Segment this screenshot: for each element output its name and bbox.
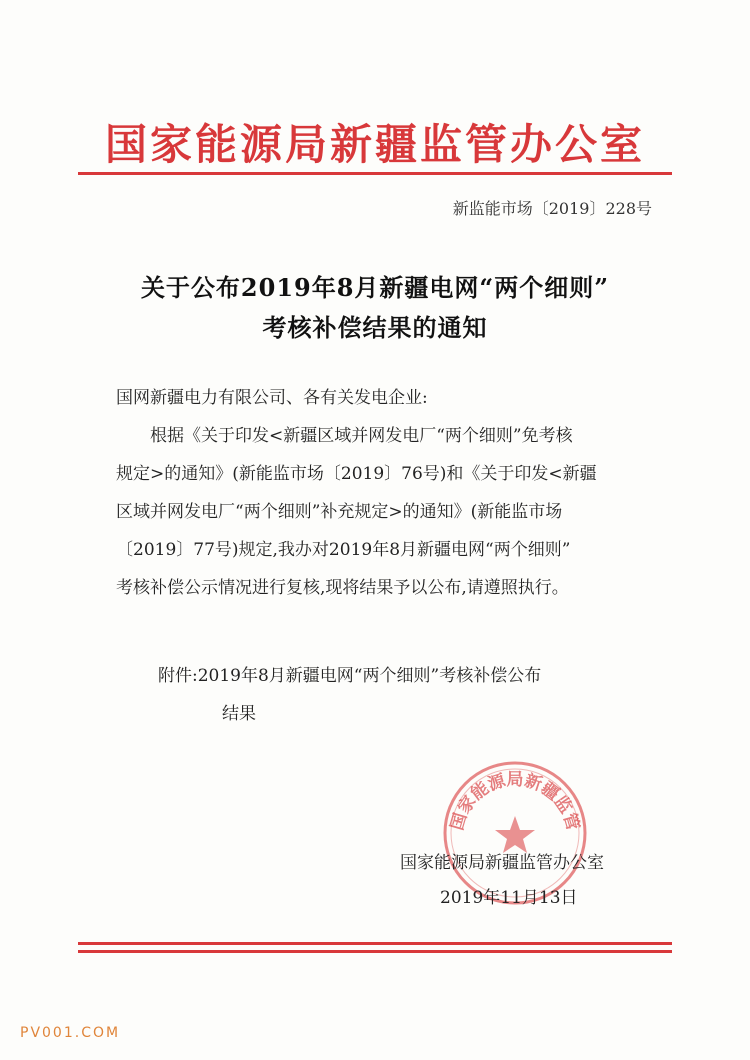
body-line-3: 区域并网发电厂“两个细则”补充规定>的通知》(新能监市场: [116, 502, 563, 522]
document-number: 新监能市场〔2019〕228号: [452, 199, 652, 218]
body-line-1: 根据《关于印发<新疆区域并网发电厂“两个细则”免考核: [150, 426, 573, 446]
body-line-5: 考核补偿公示情况进行复核,现将结果予以公布,请遵照执行。: [116, 578, 569, 598]
signature-org: 国家能源局新疆监管办公室: [400, 853, 604, 873]
site-watermark: PV001.COM: [20, 1025, 121, 1041]
attachment-line-1: 附件:2019年8月新疆电网“两个细则”考核补偿公布: [158, 666, 542, 686]
attachment-line-2: 结果: [222, 704, 256, 724]
footer-red-rule-bottom: [78, 950, 672, 953]
notice-title-line-2: 考核补偿结果的通知: [262, 313, 488, 342]
body-line-2: 规定>的通知》(新能监市场〔2019〕76号)和《关于印发<新疆: [116, 464, 597, 484]
body-line-4: 〔2019〕77号)规定,我办对2019年8月新疆电网“两个细则”: [116, 540, 571, 560]
signature-date: 2019年11月13日: [440, 888, 578, 908]
seal-text: 国家能源局新疆监管: [447, 770, 583, 833]
header-red-rule: [78, 172, 672, 175]
recipient-line: 国网新疆电力有限公司、各有关发电企业:: [116, 388, 428, 408]
footer-red-rule-top: [78, 942, 672, 945]
org-header-title: 国家能源局新疆监管办公室: [104, 120, 645, 169]
notice-title-line-1: 关于公布2019年8月新疆电网“两个细则”: [140, 273, 610, 302]
